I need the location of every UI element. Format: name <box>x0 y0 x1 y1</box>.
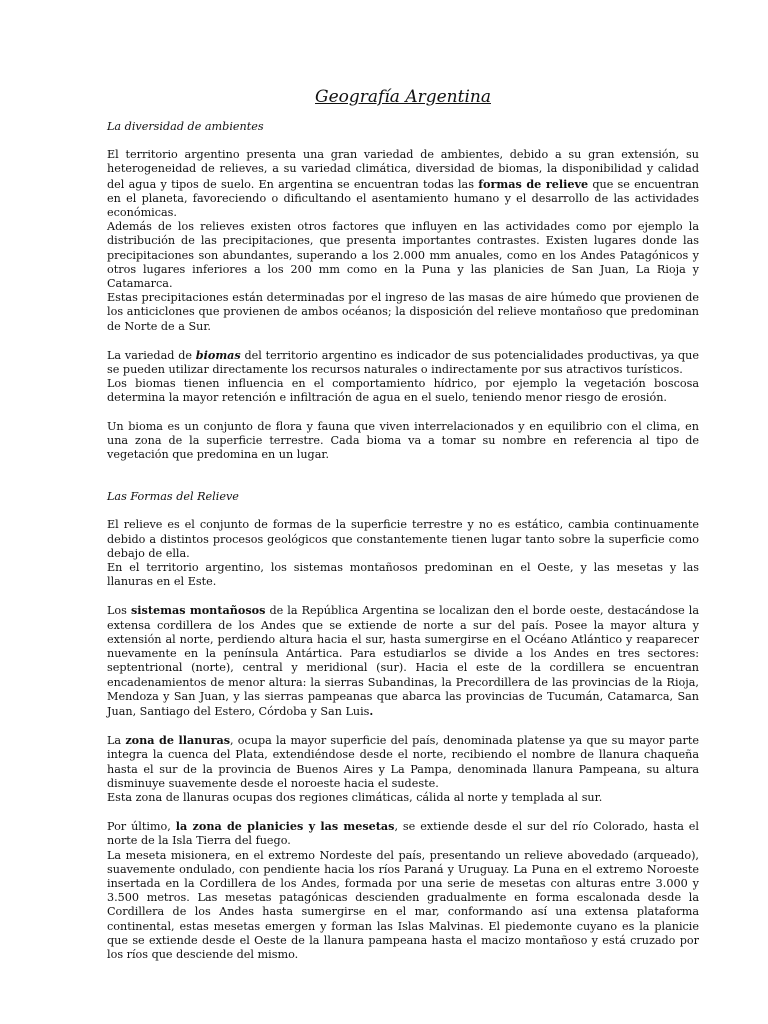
spacer <box>107 476 699 490</box>
text-block: La meseta misionera, en el extremo Nordeste del país, presentando un relieve abovedado (arqueado), suavemente ondulado, con pendiente hacia los ríos Paraná y Uruguay. La Puna en el extremo Noroeste insertada en la Cordillera de los Andes, formada por una serie de mesetas con alturas entre 3.000 y 3.500 metros. Las mesetas patagónicas descienden gradualmente en forma escalonada desde la Cordillera de los Andes hasta sumergirse en el mar, conformando así una extensa plataforma continental, estas mesetas emergen y forman las Islas Malvinas. El piedemonte cuyano es la planicie que se extiende desde el Oeste de la llanura pampeana hasta el macizo montañoso y está cruzado por los ríos que desciende del mismo. <box>107 848 699 961</box>
text-block: El relieve es el conjunto de formas de la superficie terrestre y no es estático, cambia continuamente debido a distintos procesos geológicos que constantemente tienen lugar tanto sobre la superficie como debajo de ella. <box>107 518 699 560</box>
paragraph-bioma-definicion: Un bioma es un conjunto de flora y fauna que viven interrelacionados y en equilibrio con el clima, en una zona de la superficie terrestre. Cada bioma va a tomar su nombre en referencia al tipo de vegetación que predomina en un lugar. <box>107 419 699 462</box>
text-block: En el territorio argentino, los sistemas montañosos predominan en el Oeste, y las mesetas y las llanuras en el Este. <box>107 561 699 589</box>
text-block <box>107 148 699 220</box>
bold-term: zona de llanuras <box>125 733 231 748</box>
text-run: , se extiende desde el sur del río Colorado, hasta el norte de la Isla Tierra del fuego. <box>107 820 700 848</box>
text-run: , ocupa la mayor superficie del país, denominada platense ya que su mayor parte integra la cuenca del Plata, extendiéndose desde el norte, recibiendo el nombre de llanura chaqueña hasta el sur de la provincia de Buenos Aires y La Pampa, denominada llanura Pampeana, su altura disminuye suavemente desde el noroeste hacia el sudeste. <box>107 734 699 790</box>
bold-term: sistemas montañosos <box>130 603 266 618</box>
document-page <box>107 86 699 976</box>
text-block: Los biomas tienen influencia en el comportamiento hídrico, por ejemplo la vegetación boscosa determina la mayor retención e infiltración de agua en el suelo, teniendo menor riesgo de erosión. <box>107 377 699 405</box>
paragraph-mesetas <box>107 819 699 962</box>
bold-term: la zona de planicies y las mesetas <box>175 819 395 834</box>
bold-term: formas de relieve <box>478 176 589 191</box>
paragraph-sistemas-montanosos <box>107 603 699 719</box>
bold-italic-term: biomas <box>195 347 241 362</box>
text-block: Estas precipitaciones están determinadas por el ingreso de las masas de aire húmedo que provienen de los anticiclones que provienen de ambos océanos; la disposición del relieve montañoso que predominan de Norte de a Sur. <box>107 291 699 333</box>
text-run: La variedad de <box>107 348 196 362</box>
section-heading-diversidad: La diversidad de ambientes <box>107 120 264 133</box>
text-run: Por último, <box>107 820 176 834</box>
text-block <box>107 348 699 377</box>
paragraph-biomas <box>107 348 699 406</box>
text-block <box>107 819 699 848</box>
bold-period: . <box>369 703 374 718</box>
paragraph-ambientes <box>107 148 699 334</box>
section-heading-relieve: Las Formas del Relieve <box>107 490 239 504</box>
paragraph-relieve <box>107 518 699 589</box>
text-block: Esta zona de llanuras ocupas dos regiones climáticas, cálida al norte y templada al sur. <box>107 790 603 804</box>
document-title: Geografía Argentina <box>315 87 491 107</box>
text-run: de la República Argentina se localizan den el borde oeste, destacándose la extensa cordillera de los Andes que se extiende de norte a sur del país. Posee la mayor altura y extensión al norte, perdiendo altura hacia el sur, hasta sumergirse en el Océano Atlántico y reaparecer nuevamente en la península Antártica. Para estudiarlos se divide a los Andes en tres sectores: septentrional (norte), central y meridional (sur). Hacia el este de la cordillera se encuentran encadenamientos de menor altura: la sierras Subandinas, la Precordillera de las provincias de la Rioja, Mendoza y San Juan, y las sierras pampeanas que abarca las provincias de Tucumán, Catamarca, San Juan, Santiago del Estero, Córdoba y San Luis <box>107 604 699 718</box>
text-run: Los <box>107 604 131 618</box>
text-run: El territorio argentino presenta una gran variedad de ambientes, debido a su gran extensión, su heterogeneidad de relieves, a su variedad climática, diversidad de biomas, la disponibilidad y calidad del agua y tipos de suelo. En argentina se encuentran todas las <box>107 148 699 191</box>
text-block <box>107 733 699 791</box>
text-run: que se encuentran en el planeta, favoreciendo o dificultando el asentamiento humano y el desarrollo de las actividades económicas. <box>107 177 699 220</box>
text-block: Además de los relieves existen otros factores que influyen en las actividades como por ejemplo la distribución de las precipitaciones, que presenta importantes contrastes. Existen lugares donde las precipitaciones son abundantes, superando a los 2.000 mm anuales, como en los Andes Patagónicos y otros lugares inferiores a los 200 mm como en la Puna y las planicies de San Juan, La Rioja y Catamarca. <box>107 220 699 291</box>
text-run: del territorio argentino es indicador de sus potencialidades productivas, ya que se pueden utilizar directamente los recursos naturales o indirectamente por sus atractivos turísticos. <box>107 348 699 377</box>
paragraph-llanuras <box>107 733 699 805</box>
text-run: La <box>107 734 126 748</box>
